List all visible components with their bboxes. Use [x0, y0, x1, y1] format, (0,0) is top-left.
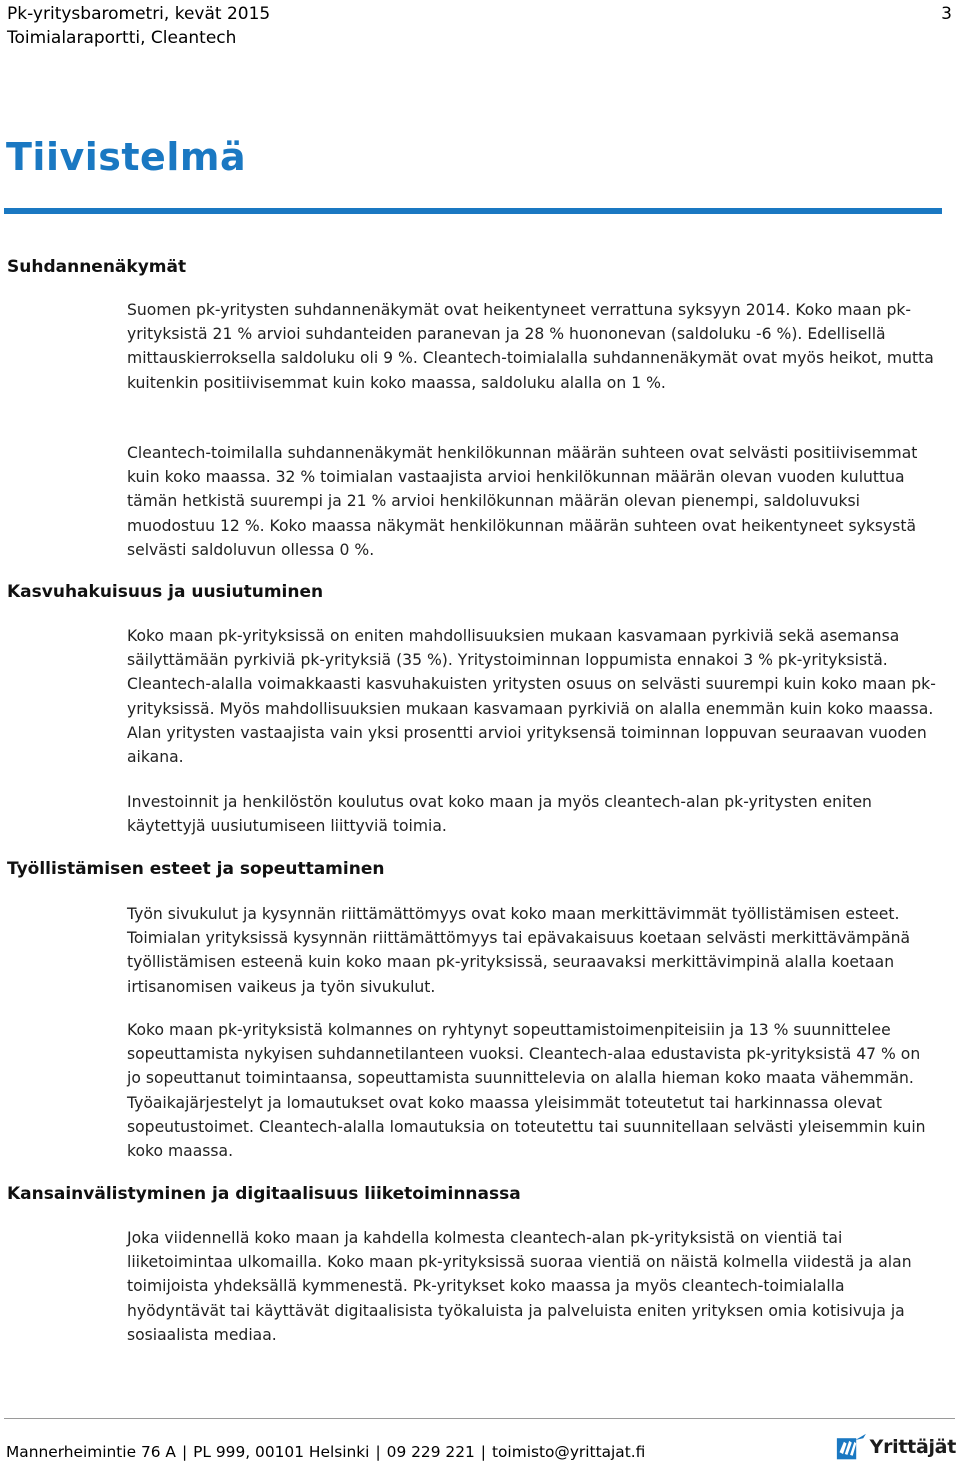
footer-divider — [4, 1418, 955, 1419]
footer-email: toimisto@yrittajat.fi — [491, 1443, 646, 1461]
title-divider — [4, 208, 942, 214]
page-number: 3 — [941, 4, 952, 24]
logo-wordmark: Yrittäjät — [869, 1436, 956, 1458]
paragraph: Joka viidennellä koko maan ja kahdella kolmesta cleantech-alan pk-yrityksistä on vientiä tai liiketoimintaa ulkomailla. Koko maan pk-yrityksissä suoraa vientiä on näistä kolmella viidestä ja alan toimijoista yhdeksällä kymmenestä. Pk-yritykset koko maassa ja myös cleantech-toimialalla hyödyntävät tai käyttävät digitaalisista työkaluista ja palveluista eniten yrityksen omia kotisivuja ja sosiaalista mediaa. — [127, 1229, 912, 1344]
section-heading-suhdannenakymat: Suhdannenäkymät — [7, 257, 187, 277]
paragraph: Koko maan pk-yrityksissä on eniten mahdollisuuksien mukaan kasvamaan pyrkiviä sekä asemansa säilyttämään pyrkiviä pk-yrityksiä (35 %). Yritystoiminnan loppumista ennakoi 3 % pk-yrityksistä. Cleantech-alalla voimakkaasti kasvuhakuisten yritysten osuus on selvästi suurempi kuin koko maan pk-yrityksissä. Myös mahdollisuuksien mukaan kasvamaan pyrkiviä on alalla enemmän kuin koko maassa. Alan yritysten vastaajista vain yksi prosentti arvioi yrityksensä toiminnan loppuvan seuraavan vuoden aikana. — [127, 627, 936, 767]
paragraph: Investoinnit ja henkilöstön koulutus ovat koko maan ja myös cleantech-alan pk-yritysten eniten käytettyjä uusiutumiseen liittyviä toimia. — [127, 793, 872, 836]
page-title: Tiivistelmä — [6, 135, 247, 179]
report-subtitle: Toimialaraportti, Cleantech — [7, 28, 237, 48]
section-heading-tyollistamisen-esteet: Työllistämisen esteet ja sopeuttaminen — [7, 859, 385, 879]
footer-separator: | — [181, 1443, 188, 1461]
section-heading-kasvuhakuisuus: Kasvuhakuisuus ja uusiutuminen — [7, 582, 324, 602]
footer-address: Mannerheimintie 76 A — [6, 1443, 176, 1461]
section-heading-kansainvalistyminen: Kansainvälistyminen ja digitaalisuus liiketoiminnassa — [7, 1184, 521, 1204]
report-series-title: Pk-yritysbarometri, kevät 2015 — [7, 4, 271, 24]
footer-po-box: PL 999, 00101 Helsinki — [193, 1443, 370, 1461]
yrittajat-logo — [836, 1430, 956, 1464]
footer-phone: 09 229 221 — [386, 1443, 475, 1461]
paragraph: Suomen pk-yritysten suhdannenäkymät ovat heikentyneet verrattuna syksyyn 2014. Koko maan pk-yrityksistä 21 % arvioi suhdanteiden paranevan ja 28 % huononevan (saldoluku -6 %). Edellisellä mittauskierroksella saldoluku oli 9 %. Cleantech-toimialalla suhdannenäkymät ovat myös heikot, mutta kuitenkin positiivisemmat kuin koko maassa, saldoluku alalla on 1 %. — [127, 301, 934, 392]
footer-separator: | — [480, 1443, 486, 1461]
paragraph: Cleantech-toimilalla suhdannenäkymät henkilökunnan määrän suhteen ovat selvästi positiivisemmat kuin koko maassa. 32 % toimialan vastaajista arvioi henkilökunnan määrän olevan vuoden kuluttua tämän hetkistä suurempi ja 21 % arvioi henkilökunnan määrän olevan pienempi, saldoluvuksi muodostuu 12 %. Koko maassa näkymät henkilökunnan määrän suhteen ovat heikentyneet syksystä selvästi saldoluvun ollessa 0 %. — [127, 444, 918, 559]
footer-contact-info — [6, 1441, 645, 1463]
paragraph: Koko maan pk-yrityksistä kolmannes on ryhtynyt sopeuttamistoimenpiteisiin ja 13 % suunnittelee sopeuttamista nykyisen suhdannetilanteen vuoksi. Cleantech-alaa edustavista pk-yrityksistä 47 % on jo sopeuttanut toimintaansa, sopeuttamista suunnittelevia on alalla hieman koko maata vähemmän. Työaikajärjestelyt ja lomautukset ovat koko maassa yleisimmät toteutetut tai harkinnassa olevat sopeutustoimet. Cleantech-alalla lomautuksia on toteutettu tai suunnitellaan selvästi yleisemmin kuin koko maassa. — [127, 1021, 926, 1161]
running-header — [7, 2, 270, 50]
paragraph: Työn sivukulut ja kysynnän riittämättömyys ovat koko maan merkittävimmät työllistämisen esteet. Toimialan yrityksissä kysynnän riittämättömyys tai epävakaisuus koetaan selvästi merkittävämpänä työllistämisen esteenä kuin koko maan pk-yrityksissä, seuraavaksi merkittävimpinä alalla koetaan irtisanomisen vaikeus ja työn sivukulut. — [127, 905, 911, 996]
yrittajat-hands-logo-icon — [836, 1431, 868, 1463]
footer-separator: | — [375, 1443, 381, 1461]
